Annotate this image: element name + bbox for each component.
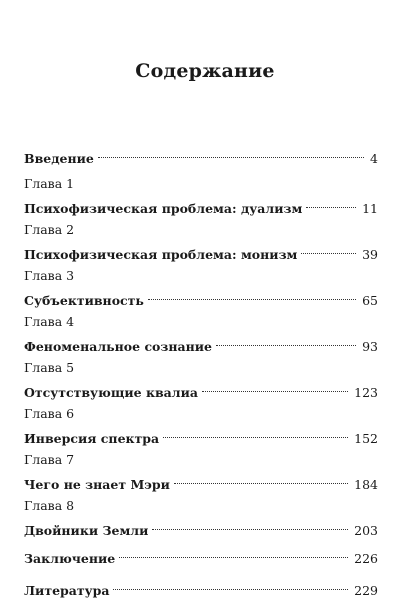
toc-page-number: 4 — [370, 151, 378, 166]
toc-page-number: 229 — [354, 583, 378, 598]
dot-leader — [98, 143, 364, 163]
toc-page-number: 203 — [354, 523, 378, 538]
toc-entry-title: Феноменальное сознание — [24, 339, 212, 354]
toc-page-number: 152 — [354, 431, 378, 446]
toc-entry-title: Отсутствующие квалиа — [24, 385, 198, 400]
dot-leader — [163, 423, 348, 443]
toc-entry-chapter-3[interactable] — [24, 267, 378, 308]
toc-page-number: 65 — [362, 293, 378, 308]
toc-entry-chapter-8[interactable] — [24, 497, 378, 538]
toc-entry-chapter-5[interactable] — [24, 359, 378, 400]
toc-line — [24, 575, 378, 598]
toc-line — [24, 543, 378, 566]
toc-entry-title: Субъективность — [24, 293, 144, 308]
toc-page-number: 184 — [354, 477, 378, 492]
chapter-label: Глава 3 — [24, 268, 75, 283]
toc-line — [24, 193, 378, 216]
toc-line — [24, 331, 378, 354]
toc-page-number: 39 — [362, 247, 378, 262]
dot-leader — [306, 193, 356, 213]
toc-entry-chapter-7[interactable] — [24, 451, 378, 492]
toc-entry-conclusion[interactable] — [24, 543, 378, 566]
toc-entry-title: Инверсия спектра — [24, 431, 160, 446]
toc-entry-introduction[interactable] — [24, 143, 378, 166]
dot-leader — [174, 469, 348, 489]
chapter-label: Глава 8 — [24, 498, 75, 513]
chapter-label: Глава 4 — [24, 314, 75, 329]
chapter-label: Глава 5 — [24, 360, 75, 375]
dot-leader — [113, 575, 348, 595]
dot-leader — [202, 377, 348, 397]
toc-entry-title: Психофизическая проблема: дуализм — [24, 201, 303, 216]
toc-page-number: 226 — [354, 551, 378, 566]
toc-entry-title: Психофизическая проблема: монизм — [24, 247, 298, 262]
toc-line — [24, 469, 378, 492]
toc-entry-bibliography[interactable] — [24, 575, 378, 598]
toc-entry-title: Чего не знает Мэри — [24, 477, 170, 492]
toc-entry-title: Двойники Земли — [24, 523, 149, 538]
toc-entry-chapter-2[interactable] — [24, 221, 378, 262]
dot-leader — [216, 331, 356, 351]
dot-leader — [301, 239, 356, 259]
toc-line — [24, 377, 378, 400]
table-of-contents — [24, 143, 378, 607]
chapter-label: Глава 1 — [24, 176, 75, 191]
toc-line — [24, 143, 378, 166]
toc-page-number: 11 — [362, 201, 378, 216]
chapter-label: Глава 2 — [24, 222, 75, 237]
toc-entry-title: Литература — [24, 583, 110, 598]
dot-leader — [152, 515, 348, 535]
toc-line — [24, 423, 378, 446]
toc-entry-chapter-4[interactable] — [24, 313, 378, 354]
toc-line — [24, 285, 378, 308]
toc-page-number: 93 — [362, 339, 378, 354]
toc-entry-chapter-6[interactable] — [24, 405, 378, 446]
chapter-label: Глава 7 — [24, 452, 75, 467]
page-title: Содержание — [135, 60, 275, 82]
toc-line — [24, 515, 378, 538]
toc-entry-title: Заключение — [24, 551, 116, 566]
toc-line — [24, 239, 378, 262]
dot-leader — [148, 285, 356, 305]
toc-page-number: 123 — [354, 385, 378, 400]
dot-leader — [119, 543, 348, 563]
chapter-label: Глава 6 — [24, 406, 75, 421]
toc-entry-title: Введение — [24, 151, 94, 166]
toc-entry-chapter-1[interactable] — [24, 175, 378, 216]
